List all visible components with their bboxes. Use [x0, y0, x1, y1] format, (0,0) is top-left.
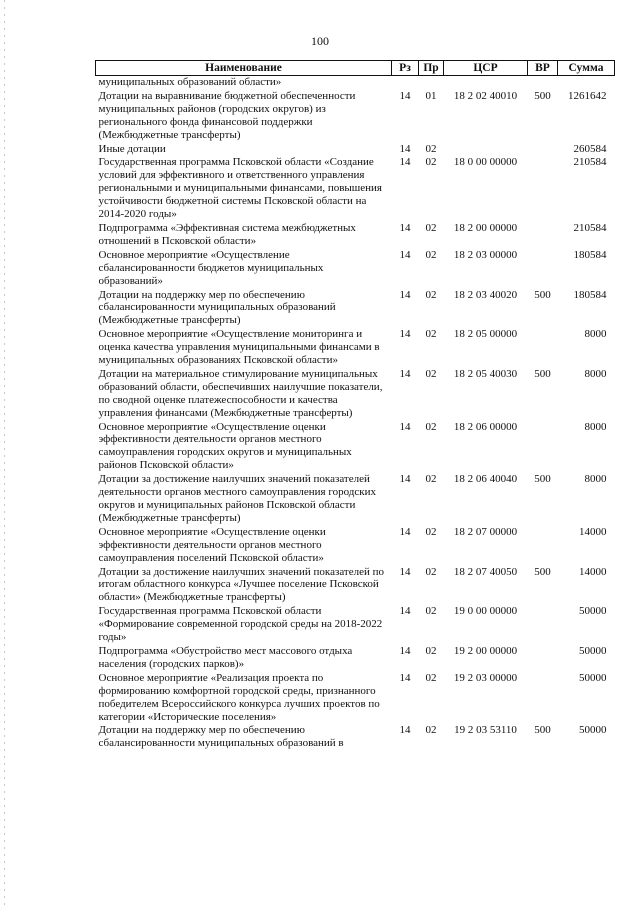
cell-name: Основное мероприятие «Реализация проекта по формированию комфортной городской среды, признанного победителем Всероссийского конкурса лучших проектов по категории «Исторические поселения»	[98, 671, 380, 723]
cell-rz: 14	[399, 420, 411, 433]
cell-vr: 500	[534, 473, 551, 486]
cell-pr: 01	[425, 89, 437, 102]
table-row	[96, 526, 615, 566]
cell-sum: 8000	[584, 328, 607, 341]
cell-csr: 18 0 00 00000	[453, 156, 518, 169]
budget-table	[95, 60, 615, 751]
cell-name: Иные дотации	[98, 142, 166, 155]
cell-csr: 18 2 03 40020	[453, 288, 518, 301]
cell-csr	[444, 76, 528, 90]
table-row	[96, 328, 615, 368]
cell-sum: 1261642	[568, 89, 607, 102]
cell-vr	[528, 249, 558, 289]
cell-rz: 14	[399, 644, 411, 657]
header-sum: Сумма	[558, 61, 615, 76]
cell-sum: 14000	[579, 525, 607, 538]
cell-pr: 02	[425, 288, 437, 301]
cell-rz: 14	[399, 89, 411, 102]
cell-vr: 500	[534, 89, 551, 102]
cell-vr: 500	[534, 288, 551, 301]
cell-name: Государственная программа Псковской области «Создание условий для эффективного и ответственного управления региональными и муниципальными финансами, повышения устойчивости бюджетной системы Псковской области на 2014-2020 годы»	[98, 156, 382, 221]
table-row	[96, 473, 615, 526]
table-header-row	[96, 61, 615, 76]
cell-sum	[558, 76, 615, 90]
header-vr: ВР	[528, 61, 558, 76]
cell-vr	[528, 421, 558, 474]
cell-csr: 18 2 05 40030	[453, 367, 518, 380]
cell-rz	[392, 76, 419, 90]
cell-pr: 02	[425, 328, 437, 341]
cell-name: Подпрограмма «Обустройство мест массового отдыха населения (городских парков)»	[98, 644, 353, 670]
cell-pr: 02	[425, 605, 437, 618]
cell-name: Основное мероприятие «Осуществление оценки эффективности деятельности органов местного самоуправления городских округов и муниципальных районов Псковской области»	[98, 420, 352, 472]
cell-pr: 02	[425, 420, 437, 433]
cell-sum: 50000	[579, 644, 607, 657]
table-row	[96, 605, 615, 645]
table-row	[96, 90, 615, 143]
page-number: 100	[311, 34, 329, 48]
table-row	[96, 156, 615, 222]
cell-name: Дотации на материальное стимулирование муниципальных образований области, обеспечивших наилучшие показатели, по сводной оценке платежеспособности и качества управления финансами (Межбюджетные трансферты)	[98, 367, 383, 419]
cell-vr	[528, 143, 558, 157]
cell-vr	[528, 526, 558, 566]
cell-name: Дотации на выравнивание бюджетной обеспеченности муниципальных районов (городских округов) из регионального фонда финансовой поддержки (Межбюджетные трансферты)	[98, 89, 356, 141]
cell-rz: 14	[399, 367, 411, 380]
cell-sum: 210584	[573, 221, 607, 234]
cell-sum: 50000	[579, 605, 607, 618]
cell-vr	[528, 222, 558, 249]
cell-pr: 02	[425, 671, 437, 684]
cell-sum: 8000	[584, 367, 607, 380]
table-row	[96, 421, 615, 474]
table-row	[96, 724, 615, 751]
cell-csr: 19 0 00 00000	[453, 605, 518, 618]
cell-csr: 18 2 07 40050	[453, 565, 518, 578]
cell-rz: 14	[399, 221, 411, 234]
cell-name: Основное мероприятие «Осуществление сбалансированности бюджетов муниципальных образований»	[98, 248, 324, 287]
table-row	[96, 289, 615, 329]
table-row	[96, 566, 615, 606]
cell-rz: 14	[399, 473, 411, 486]
cell-vr: 500	[534, 724, 551, 737]
cell-rz: 14	[399, 525, 411, 538]
cell-rz: 14	[399, 605, 411, 618]
cell-csr: 19 2 03 53110	[454, 724, 517, 737]
cell-rz: 14	[399, 142, 411, 155]
cell-pr: 02	[425, 565, 437, 578]
table-body	[96, 76, 615, 752]
cell-csr: 19 2 03 00000	[453, 671, 518, 684]
cell-csr: 18 2 02 40010	[453, 89, 518, 102]
cell-pr: 02	[425, 525, 437, 538]
cell-rz: 14	[399, 156, 411, 169]
cell-sum: 180584	[573, 248, 607, 261]
cell-csr: 19 2 00 00000	[453, 644, 518, 657]
table-row	[96, 645, 615, 672]
cell-vr	[528, 672, 558, 725]
header-name: Наименование	[96, 61, 392, 76]
cell-vr	[528, 605, 558, 645]
cell-vr: 500	[534, 565, 551, 578]
cell-name: Дотации на поддержку мер по обеспечению сбалансированности муниципальных образований в	[98, 724, 344, 750]
budget-table-container	[95, 60, 614, 751]
header-rz: Рз	[392, 61, 419, 76]
cell-pr: 02	[425, 473, 437, 486]
cell-name: Дотации за достижение наилучших значений показателей деятельности органов местного самоуправления городских округов и муниципальных районов Псковской области (Межбюджетные трансферты)	[98, 473, 376, 524]
cell-rz: 14	[399, 724, 411, 737]
cell-name: Дотации на поддержку мер по обеспечению сбалансированности муниципальных образований (Межбюджетные трансферты)	[98, 288, 336, 327]
cell-vr	[528, 328, 558, 368]
table-row	[96, 76, 615, 90]
cell-pr: 02	[425, 142, 437, 155]
cell-sum: 210584	[573, 156, 607, 169]
cell-sum: 180584	[573, 288, 607, 301]
cell-sum: 14000	[579, 565, 607, 578]
cell-csr	[444, 143, 528, 157]
cell-rz: 14	[399, 288, 411, 301]
cell-vr	[528, 76, 558, 90]
cell-vr: 500	[534, 367, 551, 380]
cell-csr: 18 2 05 00000	[453, 328, 518, 341]
cell-sum: 8000	[584, 473, 607, 486]
cell-name: Основное мероприятие «Осуществление оценки эффективности деятельности органов местного самоуправления поселений Псковской области»	[98, 525, 326, 564]
header-csr: ЦСР	[444, 61, 528, 76]
cell-name: Дотации за достижение наилучших значений показателей по итогам областного конкурса «Лучшее поселение Псковской области» (Межбюджетные трансферты)	[98, 565, 385, 604]
cell-rz: 14	[399, 565, 411, 578]
scan-edge-mark	[4, 0, 5, 905]
cell-name: Государственная программа Псковской области «Формирование современной городской среды на 2018-2022 годы»	[98, 605, 383, 644]
table-row	[96, 222, 615, 249]
table-row	[96, 249, 615, 289]
cell-pr: 02	[425, 644, 437, 657]
cell-pr: 02	[425, 724, 437, 737]
cell-csr: 18 2 06 00000	[453, 420, 518, 433]
cell-sum: 260584	[573, 142, 607, 155]
cell-rz: 14	[399, 248, 411, 261]
cell-sum: 50000	[579, 671, 607, 684]
cell-name: Подпрограмма «Эффективная система межбюджетных отношений в Псковской области»	[98, 221, 356, 247]
cell-pr	[419, 76, 444, 90]
cell-pr: 02	[425, 221, 437, 234]
cell-vr	[528, 156, 558, 222]
table-row	[96, 143, 615, 157]
cell-sum: 8000	[584, 420, 607, 433]
cell-csr: 18 2 07 00000	[453, 525, 518, 538]
cell-name: Основное мероприятие «Осуществление мониторинга и оценка качества управления муниципальными финансами в муниципальных образованиях Псковской области»	[98, 328, 380, 367]
cell-sum: 50000	[579, 724, 607, 737]
header-pr: Пр	[419, 61, 444, 76]
cell-csr: 18 2 03 00000	[453, 248, 518, 261]
cell-csr: 18 2 06 40040	[453, 473, 518, 486]
table-row	[96, 672, 615, 725]
cell-vr	[528, 645, 558, 672]
cell-name: муниципальных образований области»	[98, 76, 282, 88]
cell-rz: 14	[399, 328, 411, 341]
cell-rz: 14	[399, 671, 411, 684]
cell-csr: 18 2 00 00000	[453, 221, 518, 234]
cell-pr: 02	[425, 156, 437, 169]
table-row	[96, 368, 615, 421]
cell-pr: 02	[425, 248, 437, 261]
cell-pr: 02	[425, 367, 437, 380]
